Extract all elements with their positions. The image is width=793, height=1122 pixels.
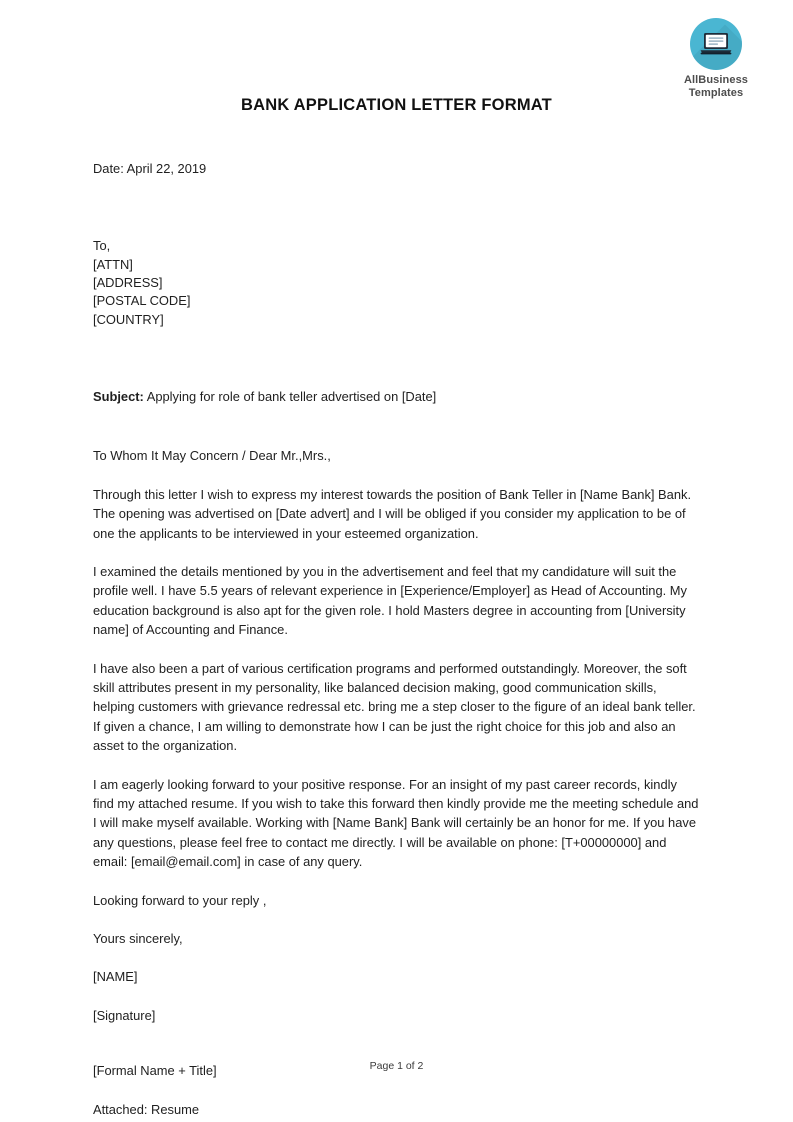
subject-text: Applying for role of bank teller advertised on [Date] [146, 388, 437, 404]
recipient-line: [COUNTRY] [93, 311, 164, 327]
looking-forward-line: Looking forward to your reply , [93, 892, 267, 908]
body-paragraph: I have also been a part of various certification programs and performed outstandingly. Moreover, the soft skill attributes present in my personality, like balanced decision making, good communication skills, helping customers with grievance redressal etc. bring me a step closer to the figure of an ideal bank teller. If given a chance, I am willing to demonstrate how I can be just the right choice for this job and also an asset to the organization. [93, 660, 696, 754]
sender-name: [NAME] [93, 969, 138, 985]
sign-off-line: Yours sincerely, [93, 931, 183, 947]
signature-placeholder: [Signature] [93, 1007, 156, 1023]
date-line: Date: April 22, 2019 [93, 161, 207, 176]
subject-line [93, 387, 700, 406]
page-title: BANK APPLICATION LETTER FORMAT [241, 96, 552, 114]
body-paragraph: Through this letter I wish to express my interest towards the position of Bank Teller in [Name Bank] Bank. The opening was advertised on [Date advert] and I will be obliged if you consider my application to be of one the applicants to be interviewed in your esteemed organization. [93, 486, 692, 541]
brand-logo [664, 18, 768, 100]
recipient-line: To, [93, 238, 111, 254]
page-footer: Page 1 of 2 [369, 1060, 424, 1072]
laptop-icon [690, 18, 742, 70]
brand-name-line2: Templates [688, 87, 744, 99]
body-paragraph: I am eagerly looking forward to your positive response. For an insight of my past career records, kindly find my attached resume. If you wish to take this forward then kindly provide me the meeting schedule and I will make myself available. Working with [Name Bank] Bank will certainly be an honor for me. If you have any questions, please feel free to contact me directly. I will be available on phone: [T+00000000] and email: [email@email.com] in case of any query. [93, 776, 699, 870]
salutation: To Whom It May Concern / Dear Mr.,Mrs., [93, 448, 331, 464]
recipient-line: [POSTAL CODE] [93, 293, 191, 309]
recipient-line: [ATTN] [93, 256, 133, 272]
attachment-line: Attached: Resume [93, 1101, 200, 1117]
formal-name-title: [Formal Name + Title] [93, 1063, 217, 1079]
recipient-line: [ADDRESS] [93, 275, 163, 290]
subject-label: Subject: [93, 388, 144, 404]
letter-body [93, 159, 700, 1119]
brand-name-line1: AllBusiness [683, 74, 749, 86]
recipient-block [93, 237, 700, 328]
body-paragraph: I examined the details mentioned by you in the advertisement and feel that my candidature will suit the profile well. I have 5.5 years of relevant experience in [Experience/Employer] as Head of Accounting. My education background is also apt for the given role. I hold Masters degree in accounting from [University name] of Accounting and Finance. [93, 563, 687, 638]
